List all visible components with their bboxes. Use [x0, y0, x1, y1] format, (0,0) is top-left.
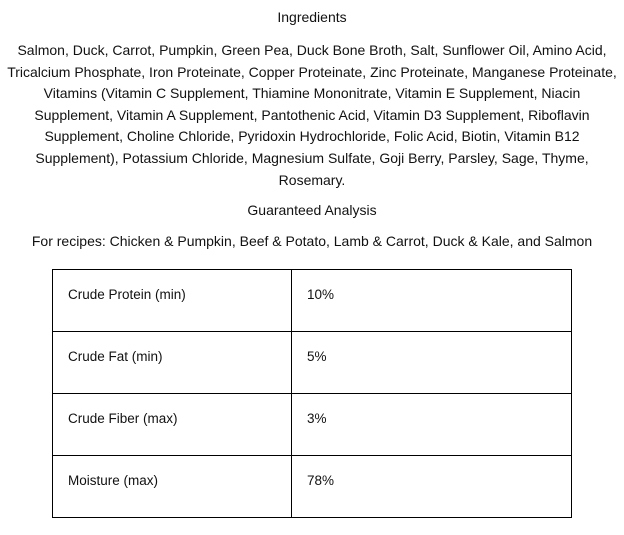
- guaranteed-analysis-table: [52, 269, 572, 518]
- nutrient-value: 5%: [292, 332, 572, 394]
- recipes-note: For recipes: Chicken & Pumpkin, Beef & Potato, Lamb & Carrot, Duck & Kale, and Salmon: [31, 233, 593, 249]
- ingredients-heading: Ingredients: [277, 9, 347, 25]
- nutrient-name: Moisture (max): [53, 456, 292, 518]
- table-row: [53, 394, 572, 456]
- nutrient-name: Crude Protein (min): [53, 270, 292, 332]
- guaranteed-analysis-heading: Guaranteed Analysis: [247, 202, 377, 218]
- nutrient-name: Crude Fiber (max): [53, 394, 292, 456]
- table-row: [53, 270, 572, 332]
- table-row: [53, 332, 572, 394]
- ingredients-list: Salmon, Duck, Carrot, Pumpkin, Green Pea, Duck Bone Broth, Salt, Sunflower Oil, Amino Acid, Tricalcium Phosphate, Iron Proteinate, Copper Proteinate, Zinc Proteinate, Manganese Proteinate, Vitamins (Vitamin C Supplement, Thiamine Mononitrate, Vitamin E Supplement, Niacin Supplement, Vitamin A Supplement, Pantothenic Acid, Vitamin D3 Supplement, Riboflavin Supplement, Choline Chloride, Pyridoxin Hydrochloride, Folic Acid, Biotin, Vitamin B12 Supplement), Potassium Chloride, Magnesium Sulfate, Goji Berry, Parsley, Sage, Thyme, Rosemary.: [7, 42, 617, 188]
- nutrient-name: Crude Fat (min): [53, 332, 292, 394]
- nutrient-value: 78%: [292, 456, 572, 518]
- nutrient-value: 10%: [292, 270, 572, 332]
- table-row: [53, 456, 572, 518]
- nutrient-value: 3%: [292, 394, 572, 456]
